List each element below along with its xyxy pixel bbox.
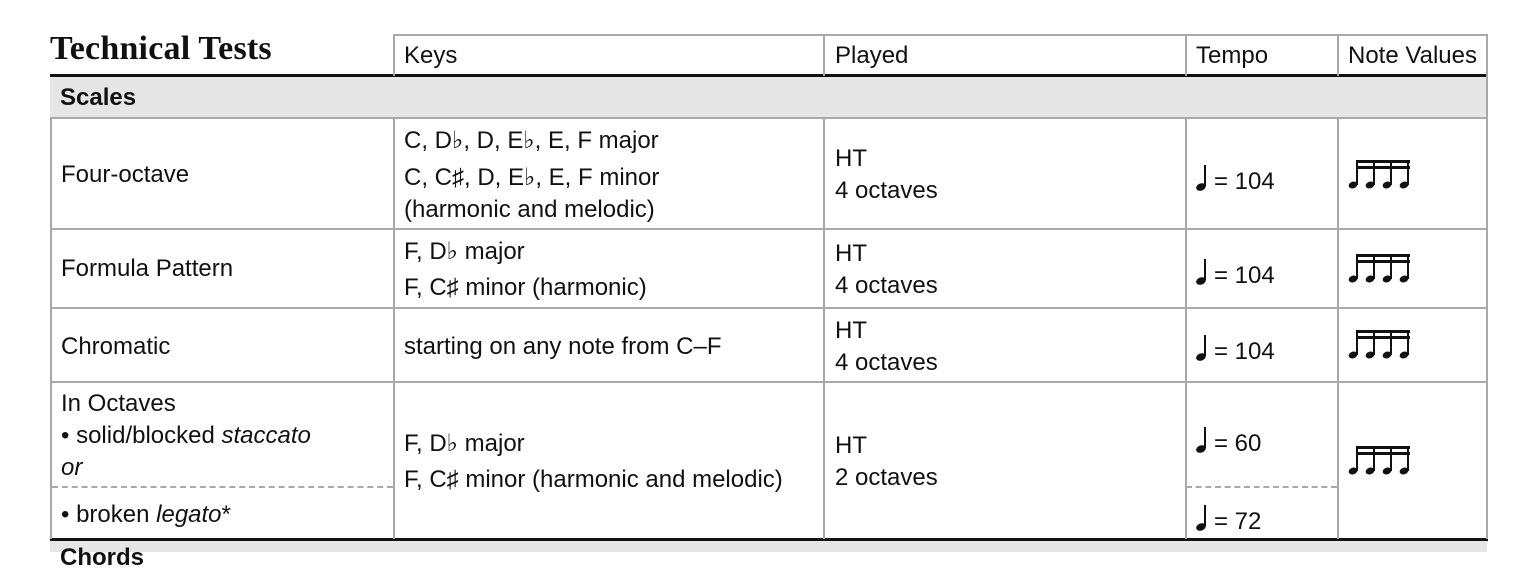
sixteenth-notes-group-icon [1348,328,1410,360]
sixteenth-notes-group-icon [1348,158,1410,190]
col-border [50,117,52,539]
sixteenth-notes-group-icon [1348,252,1410,284]
header-top-border [393,34,1488,36]
column-header-tempo: Tempo [1196,42,1269,69]
col-border [823,117,825,539]
octaves-option-broken: • broken legato* [61,501,231,528]
keys-in-octaves-major: F, D♭ major [404,430,525,457]
section-band-scales [50,77,1487,117]
column-header-note-values: Note Values [1348,42,1477,69]
octaves-option-solid: • solid/blocked staccato [61,422,311,449]
column-header-keys: Keys [404,42,458,69]
col-border [393,117,395,539]
keys-formula-pattern-major: F, D♭ major [404,238,525,265]
keys-four-octave-major: C, D♭, D, E♭, E, F major [404,127,659,154]
col-border [1185,34,1187,76]
played-in-octaves-hands: HT [835,432,867,459]
section-label-scales: Scales [60,84,137,111]
col-border [1486,34,1488,539]
row-label-four-octave: Four-octave [61,161,190,188]
played-chromatic-range: 4 octaves [835,349,938,376]
tempo-formula-pattern: = 104 [1196,258,1275,293]
header-bottom-rule [50,74,1488,77]
row-label-in-octaves: In Octaves [61,390,176,417]
row-label-formula-pattern: Formula Pattern [61,255,234,282]
row-border [50,381,1488,383]
quarter-note-icon [1196,164,1214,199]
tempo-four-octave: = 104 [1196,164,1275,199]
col-border [393,34,395,76]
played-four-octave-hands: HT [835,145,867,172]
quarter-note-icon [1196,426,1214,461]
sixteenth-notes-group-icon [1348,444,1410,476]
col-border [823,34,825,76]
keys-formula-pattern-minor: F, C♯ minor (harmonic) [404,274,647,301]
octaves-or-label: or [61,454,83,481]
tempo-in-octaves-solid: = 60 [1196,426,1261,461]
col-border [1185,117,1187,539]
tempo-chromatic: = 104 [1196,334,1275,369]
played-formula-pattern-range: 4 octaves [835,272,938,299]
row-label-chromatic: Chromatic [61,333,171,360]
keys-four-octave-note: (harmonic and melodic) [404,196,655,223]
tempo-dashed-divider [1186,486,1337,488]
played-formula-pattern-hands: HT [835,240,867,267]
column-header-played: Played [835,42,909,69]
row-border [50,117,1488,119]
keys-in-octaves-minor: F, C♯ minor (harmonic and melodic) [404,466,783,493]
page-title: Technical Tests [50,30,272,67]
quarter-note-icon [1196,258,1214,293]
tempo-in-octaves-broken: = 72 [1196,504,1261,539]
octaves-dashed-divider [52,486,393,488]
quarter-note-icon [1196,334,1214,369]
played-chromatic-hands: HT [835,317,867,344]
row-border [50,228,1488,230]
quarter-note-icon [1196,504,1214,539]
played-in-octaves-range: 2 octaves [835,464,938,491]
keys-chromatic: starting on any note from C–F [404,333,722,360]
keys-four-octave-minor: C, C♯, D, E♭, E, F minor [404,164,660,191]
played-four-octave-range: 4 octaves [835,177,938,204]
col-border [1337,117,1339,539]
section-label-chords: Chords [60,544,144,571]
row-border [50,307,1488,309]
section-label-chords-clip [50,541,450,571]
col-border [1337,34,1339,76]
